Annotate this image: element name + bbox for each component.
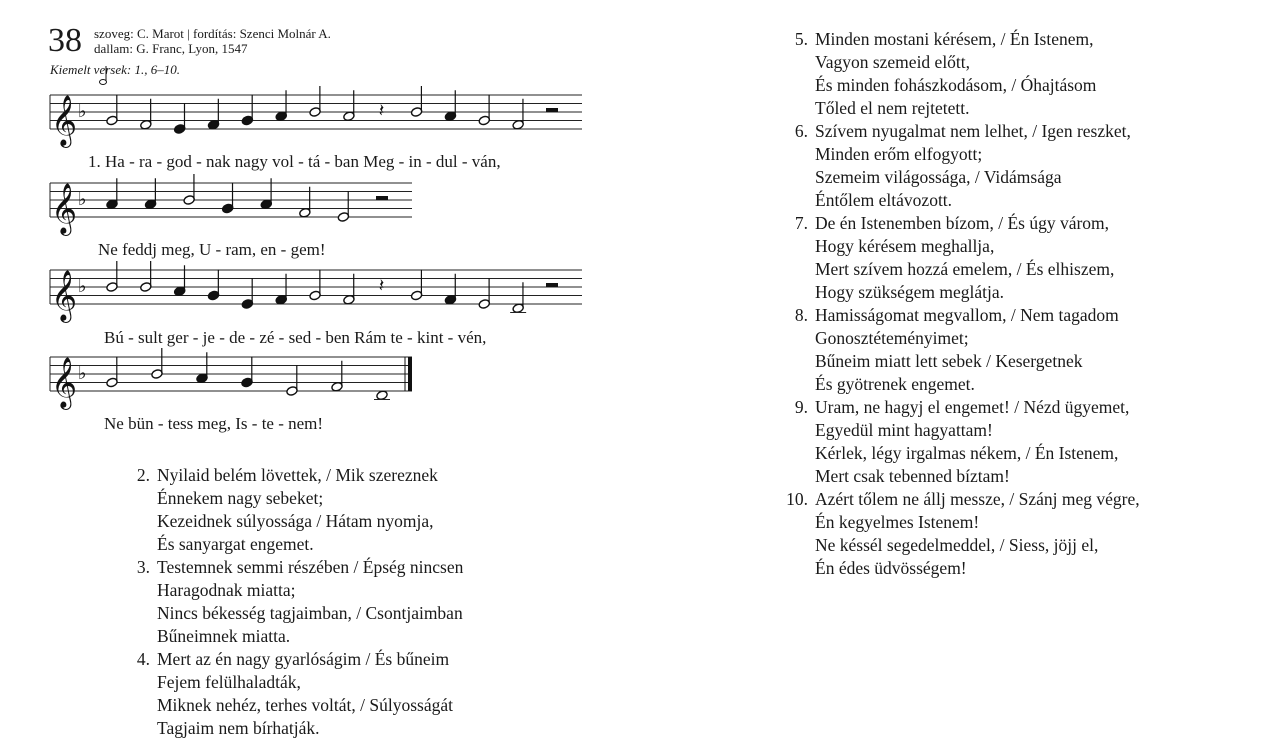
final-barline-thick xyxy=(408,357,412,391)
verse-line: Mert szívem hozzá emelem, / És elhiszem, xyxy=(815,259,1115,279)
verse-line: Tőled el nem rejtetett. xyxy=(815,98,970,118)
lyric-line: Ne feddj meg, U - ram, en - gem! xyxy=(98,240,326,259)
verse-number: 8. xyxy=(794,305,808,325)
music-score xyxy=(0,0,620,450)
verse-line: Én édes üdvösségem! xyxy=(815,558,967,578)
verse-line: Kezeidnek súlyossága / Hátam nyomja, xyxy=(157,511,434,531)
verse-line: Minden mostani kérésem, / Én Istenem, xyxy=(815,29,1094,49)
verse-line: Haragodnak miatta; xyxy=(157,580,296,600)
verse-line: Egyedül mint hagyattam! xyxy=(815,420,993,440)
verse-line: Testemnek semmi részében / Épség nincsen xyxy=(157,557,464,577)
treble-clef-icon: 𝄞 xyxy=(51,270,78,321)
verse-line: Uram, ne hagyj el engemet! / Nézd ügyemet, xyxy=(815,397,1130,417)
lyric-line: Bú - sult ger - je - de - zé - sed - ben Rám te - kint - vén, xyxy=(104,328,487,347)
verse-number: 4. xyxy=(136,649,150,669)
verse-number: 2. xyxy=(136,465,150,485)
verse-number: 7. xyxy=(794,213,808,233)
half-rest-icon xyxy=(376,196,388,200)
verse-line: Vagyon szemeid előtt, xyxy=(815,52,971,72)
verse-line: Ne késsél segedelmeddel, / Siess, jöjj el, xyxy=(815,535,1099,555)
cue-note-head xyxy=(100,80,107,85)
verse-line: Nyilaid belém lövettek, / Mik szereznek xyxy=(157,465,438,485)
verse-line: Én kegyelmes Istenem! xyxy=(815,512,980,532)
verse-number: 5. xyxy=(794,29,808,49)
half-rest-icon xyxy=(546,108,558,112)
verse-number: 10. xyxy=(786,489,808,509)
verse-line: Éntőlem eltávozott. xyxy=(815,190,953,210)
verse-line: Tagjaim nem bírhatják. xyxy=(157,718,320,738)
treble-clef-icon: 𝄞 xyxy=(51,357,78,408)
verse-line: Hamisságomat megvallom, / Nem tagadom xyxy=(815,305,1119,325)
verse-line: Azért tőlem ne állj messze, / Szánj meg végre, xyxy=(815,489,1140,509)
verse-line: Gonosztéteményimet; xyxy=(815,328,969,348)
note-head xyxy=(376,390,388,401)
verse-line: Miknek nehéz, terhes voltát, / Súlyosságát xyxy=(157,695,453,715)
quarter-rest-icon: 𝄽 xyxy=(378,275,385,297)
lyric-line: Ne bün - tess meg, Is - te - nem! xyxy=(104,414,324,433)
verse-line: És sanyargat engemet. xyxy=(157,534,314,554)
melody-credit: dallam: G. Franc, Lyon, 1547 xyxy=(94,41,248,56)
verse-line: Szívem nyugalmat nem lelhet, / Igen reszket, xyxy=(815,121,1131,141)
verse-line: Bűneimnek miatta. xyxy=(157,626,291,646)
verse-line: Hogy szükségem meglátja. xyxy=(815,282,1005,302)
flat-icon: ♭ xyxy=(78,276,87,297)
verse-line: Fejem felülhaladták, xyxy=(157,672,301,692)
flat-icon: ♭ xyxy=(78,101,87,122)
quarter-rest-icon: 𝄽 xyxy=(378,100,385,122)
verse-line: Mert csak tebenned bíztam! xyxy=(815,466,1010,486)
treble-clef-icon: 𝄞 xyxy=(51,95,78,146)
verse-line: És minden fohászkodásom, / Óhajtásom xyxy=(815,75,1097,95)
verse-line: És gyötrenek engemet. xyxy=(815,374,975,394)
verse-line: Bűneim miatt lett sebek / Kesergetnek xyxy=(815,351,1083,371)
flat-icon: ♭ xyxy=(78,363,87,384)
verse-line: Mert az én nagy gyarlóságim / És bűneim xyxy=(157,649,450,669)
verse-number: 3. xyxy=(136,557,150,577)
verse-line: De én Istenemben bízom, / És úgy várom, xyxy=(815,213,1110,233)
verse-line: Nincs békesség tagjaimban, / Csontjaimban xyxy=(157,603,463,623)
verse-number: 9. xyxy=(794,397,808,417)
verse-number: 6. xyxy=(794,121,808,141)
flat-icon: ♭ xyxy=(78,189,87,210)
hymn-number: 38 xyxy=(48,22,82,59)
treble-clef-icon: 𝄞 xyxy=(51,183,78,234)
verse-line: Hogy kérésem meghallja, xyxy=(815,236,995,256)
highlighted-verses-note: Kiemelt versek: 1., 6–10. xyxy=(50,62,180,77)
lyric-line: 1. Ha - ra - god - nak nagy vol - tá - ban Meg - in - dul - ván, xyxy=(88,152,501,171)
verse-line: Szemeim világossága, / Vidámsága xyxy=(815,167,1062,187)
text-credit: szoveg: C. Marot | fordítás: Szenci Molnár A. xyxy=(94,26,331,41)
verse-line: Minden erőm elfogyott; xyxy=(815,144,983,164)
half-rest-icon xyxy=(546,283,558,287)
verse-line: Kérlek, légy irgalmas nékem, / Én Istenem, xyxy=(815,443,1119,463)
verse-line: Énnekem nagy sebeket; xyxy=(157,488,324,508)
